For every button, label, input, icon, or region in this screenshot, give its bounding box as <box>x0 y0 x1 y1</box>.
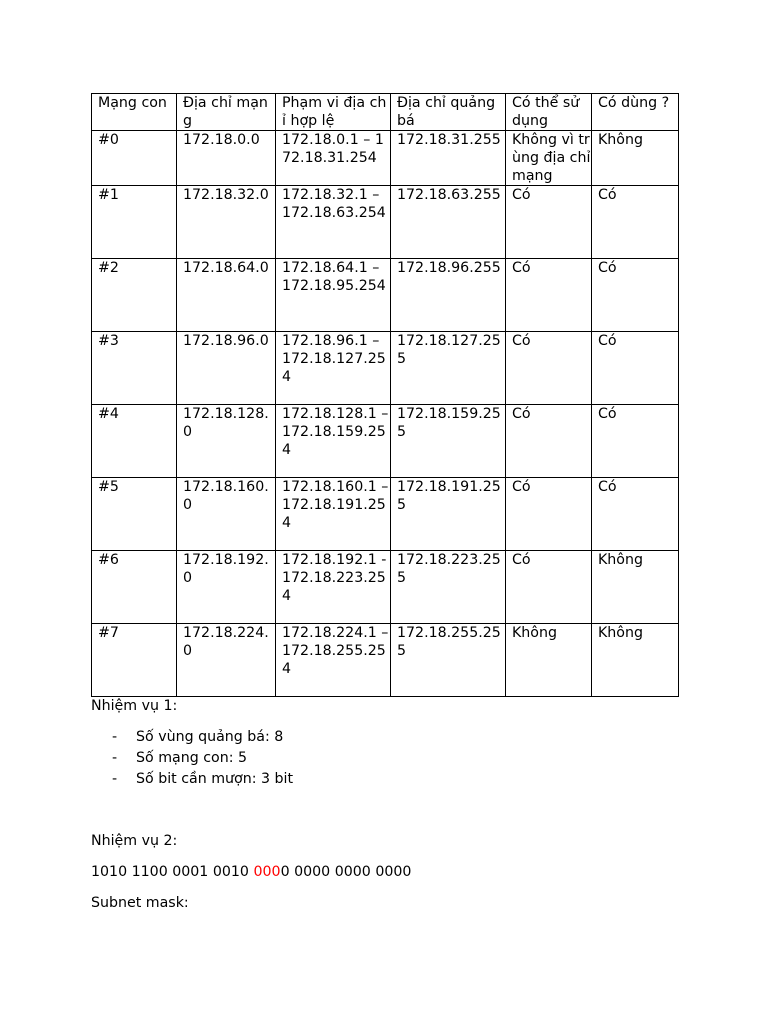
header-cell-subnet: Mạng con <box>92 94 177 131</box>
used-cell: Không <box>592 624 679 697</box>
list-item <box>112 748 293 769</box>
table-row <box>92 478 679 551</box>
list-item <box>112 769 293 790</box>
network-address-cell: 172.18.0.0 <box>177 131 276 186</box>
valid-range-cell: 172.18.96.1 – 172.18.127.254 <box>276 332 391 405</box>
broadcast-address-cell: 172.18.159.255 <box>391 405 506 478</box>
broadcast-address-cell: 172.18.191.255 <box>391 478 506 551</box>
usable-cell: Có <box>506 405 592 478</box>
subnet-cell: #7 <box>92 624 177 697</box>
list-item-text: Số bit cần mượn: 3 bit <box>136 771 294 787</box>
broadcast-address-cell: 172.18.31.255 <box>391 131 506 186</box>
valid-range-cell: 172.18.160.1 – 172.18.191.254 <box>276 478 391 551</box>
network-address-cell: 172.18.192.0 <box>177 551 276 624</box>
used-cell: Không <box>592 551 679 624</box>
bullet-dash: - <box>112 729 118 745</box>
subnet-table <box>91 93 679 697</box>
network-address-cell: 172.18.96.0 <box>177 332 276 405</box>
table-header-row <box>92 94 679 131</box>
broadcast-address-cell: 172.18.63.255 <box>391 186 506 259</box>
used-cell: Có <box>592 405 679 478</box>
valid-range-cell: 172.18.0.1 – 172.18.31.254 <box>276 131 391 186</box>
used-cell: Có <box>592 478 679 551</box>
usable-cell: Có <box>506 259 592 332</box>
table-row <box>92 131 679 186</box>
table-row <box>92 551 679 624</box>
used-cell: Không <box>592 131 679 186</box>
subnet-cell: #6 <box>92 551 177 624</box>
task2-heading: Nhiệm vụ 2: <box>91 833 178 849</box>
broadcast-address-cell: 172.18.223.255 <box>391 551 506 624</box>
bullet-dash: - <box>112 750 118 766</box>
valid-range-cell: 172.18.192.1 - 172.18.223.254 <box>276 551 391 624</box>
binary-address-line <box>91 863 411 881</box>
header-cell-used: Có dùng ? <box>592 94 679 131</box>
usable-cell: Có <box>506 478 592 551</box>
table-row <box>92 259 679 332</box>
network-address-cell: 172.18.224.0 <box>177 624 276 697</box>
list-item-text: Số vùng quảng bá: 8 <box>136 729 284 745</box>
used-cell: Có <box>592 259 679 332</box>
valid-range-cell: 172.18.32.1 – 172.18.63.254 <box>276 186 391 259</box>
network-address-cell: 172.18.64.0 <box>177 259 276 332</box>
subnet-cell: #0 <box>92 131 177 186</box>
table-row <box>92 624 679 697</box>
subnet-cell: #4 <box>92 405 177 478</box>
list-item-text: Số mạng con: 5 <box>136 750 248 766</box>
broadcast-address-cell: 172.18.127.255 <box>391 332 506 405</box>
bullet-dash: - <box>112 771 118 787</box>
task1-heading: Nhiệm vụ 1: <box>91 698 178 714</box>
binary-prefix: 1010 1100 0001 0010 <box>91 864 254 880</box>
network-address-cell: 172.18.160.0 <box>177 478 276 551</box>
used-cell: Có <box>592 332 679 405</box>
usable-cell: Có <box>506 186 592 259</box>
borrowed-bits: 000 <box>253 864 281 880</box>
usable-cell: Không vì trùng địa chỉ mạng <box>506 131 592 186</box>
task1-list <box>112 727 293 790</box>
header-cell-broadcast-address: Địa chỉ quảng bá <box>391 94 506 131</box>
valid-range-cell: 172.18.64.1 – 172.18.95.254 <box>276 259 391 332</box>
subnet-cell: #2 <box>92 259 177 332</box>
broadcast-address-cell: 172.18.96.255 <box>391 259 506 332</box>
subnet-cell: #5 <box>92 478 177 551</box>
header-cell-valid-range: Phạm vi địa chỉ hợp lệ <box>276 94 391 131</box>
table-row <box>92 186 679 259</box>
subnet-cell: #3 <box>92 332 177 405</box>
valid-range-cell: 172.18.128.1 – 172.18.159.254 <box>276 405 391 478</box>
table-row <box>92 332 679 405</box>
broadcast-address-cell: 172.18.255.255 <box>391 624 506 697</box>
network-address-cell: 172.18.128.0 <box>177 405 276 478</box>
list-item <box>112 727 293 748</box>
table-row <box>92 405 679 478</box>
binary-suffix: 0 0000 0000 0000 <box>280 864 412 880</box>
used-cell: Có <box>592 186 679 259</box>
header-cell-usable: Có thể sử dụng <box>506 94 592 131</box>
usable-cell: Có <box>506 332 592 405</box>
header-cell-network-address: Địa chỉ mạng <box>177 94 276 131</box>
subnet-mask-label: Subnet mask: <box>91 895 189 911</box>
network-address-cell: 172.18.32.0 <box>177 186 276 259</box>
subnet-cell: #1 <box>92 186 177 259</box>
usable-cell: Không <box>506 624 592 697</box>
valid-range-cell: 172.18.224.1 – 172.18.255.254 <box>276 624 391 697</box>
usable-cell: Có <box>506 551 592 624</box>
